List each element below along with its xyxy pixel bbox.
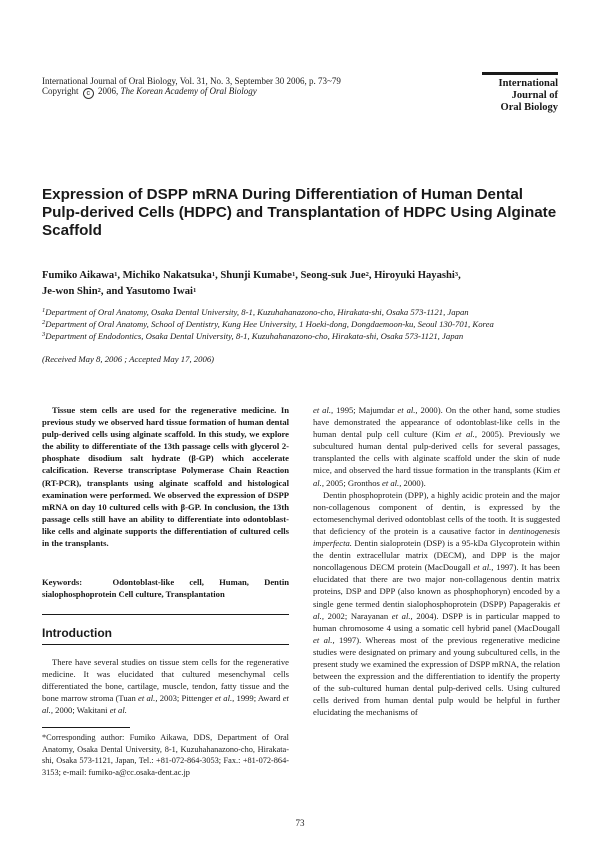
citation-etal: et al., (455, 429, 477, 440)
keywords (42, 576, 289, 600)
citation-etal: et al., (391, 610, 413, 621)
logo-line-3: Oral Biology (500, 102, 558, 113)
keywords-text: Odontoblast-like cell, Human, Dentin sialophosphoprotein Cell culture, Transplantation (42, 577, 289, 600)
copyright-year: 2006, (98, 86, 119, 96)
author-name: Michiko Nakatsuka (122, 270, 212, 281)
intro-text: 2003; Pittenger (159, 693, 213, 704)
body-text: 2000). On the other hand, some studies have demonstrated the appearance of odontoblast-like cells in the human dental pulp cell culture (Kim (313, 405, 560, 440)
intro-text: 1999; Award (236, 693, 281, 704)
copyright-holder: The Korean Academy of Oral Biology (120, 86, 257, 96)
citation-etal: et al., (313, 634, 335, 645)
body-text: Dentin phosphoprotein (DPP), a highly acidic protein and the major non-collagenous component of dentin, is expressed by the ectomesenchymal derived odontoblast cells of the tooth. It is suggested that deficiency of the protein is a causative factor in (313, 489, 560, 536)
page-number: 73 (295, 818, 305, 828)
body-text: 1997). It has been elucidated that there are two major non-collagenous dentin matrix proteins, DSP and DPP (also known as phosphophoryn) encoded by a single gene termed dentin sialophosphoprotein (DSPP) Papagerakis (313, 562, 560, 609)
and-conjunction: and (106, 286, 124, 297)
author-name: Fumiko Aikawa (42, 270, 115, 281)
logo-bar (482, 72, 558, 75)
author-affiliation-mark: 3 (454, 271, 459, 278)
author-list: Fumiko Aikawa$^1$, Michiko Nakatsuka$^1$, Shunji Kumabe$^1$, Seong-suk Jue$^2$, Hiroyuki Hayashi$^3$, Je-won Shin$^2$, and Yasutomo Iwai$^1$ (42, 270, 461, 297)
right-column-text (313, 404, 560, 718)
copyright-line (42, 86, 257, 99)
logo-line-1: International (498, 78, 558, 89)
logo-text (482, 72, 558, 114)
body-text: 2004). DSPP is in particular mapped to human chromosome 4 using a somatic cell hybrid panel (MacDougall (313, 610, 560, 633)
author-affiliation-mark: 2 (97, 287, 101, 294)
intro-text: 2000; Wakitani (55, 705, 108, 716)
citation-etal: et al., (313, 405, 334, 415)
body-text: 2005). Previously we subcultured human dental pulp-derived cells for several passages, transplanted the cells with alginate scaffold under the skin of nude mice, and observed the hard tissue formation in the transplants (Kim (313, 429, 560, 476)
affiliation-number: 3 (42, 331, 46, 338)
citation-etal: et al. (109, 705, 127, 716)
introduction-paragraph (42, 656, 289, 716)
footnote-rule (42, 727, 130, 728)
copyright-icon: c (83, 88, 94, 99)
affiliation-number: 1 (42, 307, 46, 314)
corresponding-author-footnote: *Corresponding author: Fumiko Aikawa, DDS, Department of Oral Anatomy, Osaka Dental University, 8-1, Kuzuhahanazono-cho, Hirakata-shi, Osaka 573-1121, Japan, Tel.: +81-072-864-3053; Fax.: +81-072-864-3153; e-mail: fumiko-a@cc.osaka-dent.ac.jp (42, 733, 289, 777)
keywords-label: Keywords: (42, 577, 83, 587)
journal-citation: International Journal of Oral Biology, Vol. 31, No. 3, September 30 2006, p. 73~79 (42, 76, 341, 86)
affiliation-number: 2 (42, 319, 46, 326)
author-name: Seong-suk Jue (300, 270, 366, 281)
affiliation-text: Department of Oral Anatomy, Osaka Dental University, 8-1, Kuzuhahanazono-cho, Hirakata-shi, Osaka 573-1121, Japan (45, 307, 469, 317)
citation-etal: et al., (138, 693, 158, 704)
abstract: Tissue stem cells are used for the regenerative medicine. In previous study we observed hard tissue formation of human dental pulp-derived cells using alginate scaffold. In this study, we explore the ability to differentiate of the 13th passage cells with glycerol 2-phosphate disodium salt hydrate (β-GP) which accelerate calcification. Reverse transcriptase Polymerase Chain Reaction (RT-PCR), transplants using alginate scaffold and histological examination were performed. We observed the expression of DSPP mRNA on day 10 cultured cells with β-GP. In conclusion, the 13th passage cells still have an ability to differentiate into odontoblast-like cells and alginate supports the differentiation of cultured cells in the transplants. (42, 405, 289, 549)
citation-etal: et al., (214, 693, 235, 704)
citation-etal: et al., (397, 405, 418, 415)
body-text: 2000). (403, 477, 426, 488)
received-dates: (Received May 8, 2006 ; Accepted May 17, 2006) (42, 354, 215, 364)
paragraph (313, 404, 560, 489)
article-title: Expression of DSPP mRNA During Differentiation of Human Dental Pulp-derived Cells (HDPC) and Transplantation of HDPC Using Alginate Scaffold (42, 186, 557, 239)
body-text: 2005; Gronthos (326, 477, 380, 488)
introduction-heading: Introduction (42, 626, 112, 640)
section-divider (42, 614, 289, 615)
copyright-label: Copyright (42, 86, 79, 96)
affiliation-text: Department of Endodontics, Osaka Dental University, 8-1, Kuzuhahanazono-cho, Hirakata-shi, Osaka 573-1121, Japan (45, 331, 464, 341)
affiliation-3 (42, 330, 562, 342)
affiliation-2 (42, 318, 562, 330)
author-affiliation-mark: 1 (211, 271, 216, 278)
author-name: Yasutomo Iwai (125, 286, 193, 297)
italic-term: dentinogenesis imperfecta. (313, 525, 560, 549)
body-text: 2002; Narayanan (327, 610, 389, 621)
logo-line-2: Journal of (511, 90, 558, 101)
author-affiliation-mark: 1 (291, 271, 296, 278)
citation-etal: et al., (42, 693, 289, 716)
body-text: 1995; Majumdar (336, 405, 395, 415)
author-name: Shunji Kumabe (220, 270, 292, 281)
affiliation-1 (42, 306, 562, 318)
author-affiliation-mark: 1 (192, 287, 197, 294)
paragraph (313, 489, 560, 719)
citation-etal: et al., (473, 562, 494, 573)
intro-text: There have several studies on tissue stem cells for the regenerative medicine. It was elucidated that cultured mesenchymal cells differentiated the bone, cartilage, muscle, tendon, fatty tissue and the bone marrow stroma (Tuan (42, 657, 289, 704)
citation-etal: et al., (313, 465, 560, 488)
author-name: Je-won Shin (42, 286, 98, 297)
citation-etal: et al., (313, 598, 560, 621)
author-affiliation-mark: 2 (365, 271, 369, 278)
author-affiliation-mark: 1 (114, 271, 118, 278)
body-text: Dentin sialoprotein (DSP) is a 95-kDa Glycoprotein within the dentin extracellular matrix (DECM), and DPP is the major noncollagenous DECM protein (MacDougall (313, 538, 560, 573)
body-text: 1997). Whereas most of the previous regenerative medicine studies were designated on primary and young subcultured cells, in the present study we examined the expression of DSPP mRNA, the relation between the expression and the differentiation to identify the property of the sub-cultured human dental pulp-derived cells. Using cultured cells derived from human dental pulp would be helpful in further elucidating the mechanisms of (313, 634, 560, 718)
affiliation-text: Department of Oral Anatomy, School of Dentistry, Kung Hee University, 1 Hoeki-dong, Dongdaemoon-ku, Seoul 130-701, Korea (45, 319, 494, 329)
heading-underline (42, 644, 289, 645)
author-name: Hiroyuki Hayashi (374, 270, 455, 281)
journal-logo (482, 72, 558, 114)
citation-etal: et al., (382, 477, 402, 488)
